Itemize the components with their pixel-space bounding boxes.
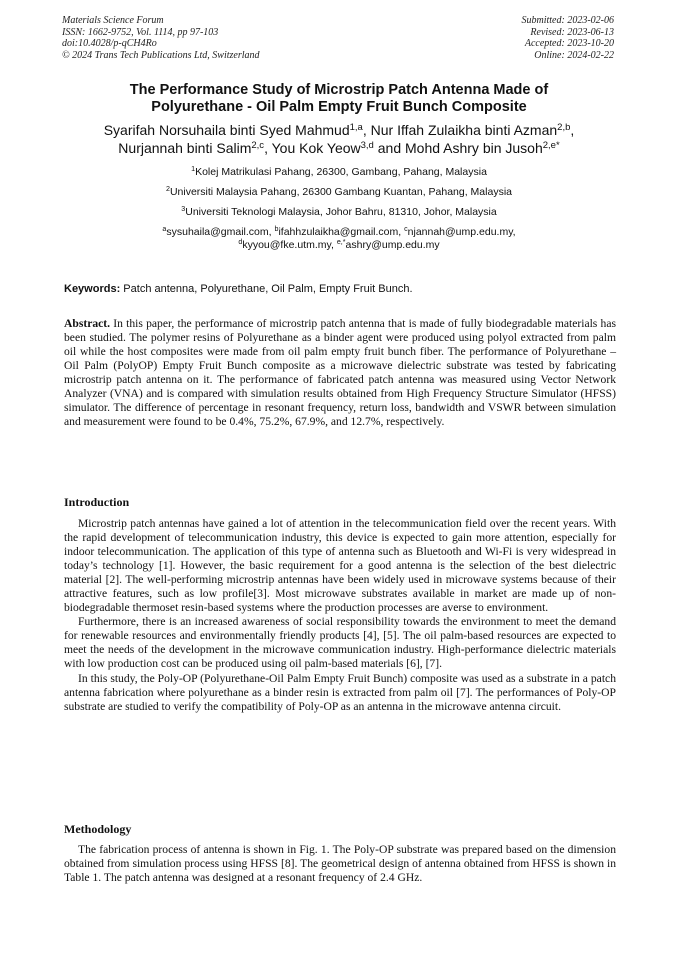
email-sup: b bbox=[274, 225, 279, 234]
submitted-date: Submitted: 2023-02-06 bbox=[521, 15, 614, 26]
keywords-label: Keywords: bbox=[64, 283, 121, 295]
affiliation-sup: 2 bbox=[165, 185, 170, 194]
author-list bbox=[40, 122, 638, 157]
author-name: Nurjannah binti Salim bbox=[118, 139, 252, 156]
author-sep: and bbox=[373, 139, 405, 156]
issn-line: ISSN: 1662-9752, Vol. 1114, pp 97-103 bbox=[62, 26, 219, 38]
abstract-text: In this paper, the performance of microstrip patch antenna that is made of fully biodegradable materials has been studied. The polymer resins of Polyurethane as a binder agent were produced using polyol extracted from palm oil while the host composites were made from oil palm empty fruit bunch fiber. The performance of Polyurethane – Oil Palm (PolyOP) Empty Fruit Bunch composite as a microwave dielectric substrate was tested by fabricating microstrip patch antenna on it. The performance of fabricated patch antenna was measured using Vector Network Analyzer (VNA) and is compared with simulation results obtained from High Frequency Structure Simulator (HFSS) simulator. The difference of percentage in resonant frequency, return loss, bandwidth and VSWR between simulation and measurement were found to be 0.4%, 75.2%, 67.9%, and 12.7%, respectively. bbox=[64, 317, 616, 429]
affiliation-2 bbox=[40, 186, 638, 199]
author-sep: , bbox=[362, 122, 371, 138]
abstract-label: Abstract. bbox=[64, 317, 111, 330]
email-b[interactable]: ifahhzulaikha@gmail.com, bbox=[278, 226, 405, 238]
title-line-2: Polyurethane - Oil Palm Empty Fruit Bunch Composite bbox=[151, 99, 527, 115]
authors-line-1 bbox=[40, 122, 638, 140]
abstract bbox=[64, 317, 616, 429]
authors-line-2 bbox=[40, 140, 638, 158]
email-sup: d bbox=[238, 238, 243, 247]
affiliation-1 bbox=[40, 166, 638, 179]
publication-dates bbox=[522, 15, 615, 61]
keywords bbox=[64, 282, 616, 296]
revised-date: Revised: 2023-06-13 bbox=[530, 26, 614, 38]
author-sep: , bbox=[570, 122, 575, 138]
email-line-1 bbox=[40, 226, 638, 239]
intro-paragraph: In this study, the Poly-OP (Polyurethane-Oil Palm Empty Fruit Bunch) composite was used as a substrate in a patch antenna fabrication where polyurethane as a binder resin is extracted from palm oil [7]. The performances of Poly-OP substrate are studied to verify the compatibility of Poly-OP as an antenna in the microwave antenna circuit. bbox=[64, 671, 616, 713]
author-sup: 2,b bbox=[557, 121, 571, 133]
email-a[interactable]: sysuhaila@gmail.com, bbox=[166, 226, 275, 238]
intro-paragraph: Microstrip patch antennas have gained a lot of attention in the telecommunication field over the recent years. With the rapid development of telecommunication industry, this device is expected to gain more attention, especially for indoor telecommunication. The application of this type of antenna such as Bluetooth and Wi-Fi is very widespread in today’s technology [1]. However, the basic requirement for a good antenna is the selection of the best dielectric material [2]. The well-performing microstrip antennas have been widely used in microwave systems because of their attractive features, such as low profile[3]. Most microwave substrates available in market are made up of non-biodegradable thermoset resin-based systems where the production processes are averse to environment. bbox=[64, 517, 616, 615]
email-list bbox=[40, 226, 638, 252]
email-sup: e,* bbox=[336, 238, 346, 247]
author-name: You Kok Yeow bbox=[271, 139, 361, 156]
email-sup: a bbox=[162, 225, 167, 234]
affiliation-3 bbox=[40, 206, 638, 219]
doi-line: doi:10.4028/p-qCH4Ro bbox=[62, 38, 157, 49]
methodology-body bbox=[64, 843, 616, 885]
author-sup: 2,e* bbox=[542, 139, 560, 151]
author-sup: 3,d bbox=[360, 139, 374, 151]
email-d[interactable]: kyyou@fke.utm.my, bbox=[242, 239, 337, 251]
methodology-heading: Methodology bbox=[64, 822, 132, 836]
affiliation-text: Universiti Teknologi Malaysia, Johor Bahru, 81310, Johor, Malaysia bbox=[185, 206, 497, 218]
author-name: Nur Iffah Zulaikha binti Azman bbox=[370, 122, 558, 138]
online-date: Online: 2024-02-22 bbox=[534, 49, 614, 61]
journal-info bbox=[62, 15, 260, 61]
email-c[interactable]: njannah@ump.edu.my, bbox=[407, 226, 516, 238]
copyright-line: © 2024 Trans Tech Publications Ltd, Switzerland bbox=[62, 49, 260, 61]
affiliation-list bbox=[40, 166, 638, 252]
intro-paragraph: Furthermore, there is an increased awareness of social responsibility towards the environment to meet the demand for renewable resources and environmentally friendly products [4], [5]. The oil palm-based resources are expected to meet the needs of the development in the microwave communication industry. High-performance dielectric materials with low production cost can be produced using oil palm-based materials [6], [7]. bbox=[64, 615, 616, 671]
affiliation-text: Universiti Malaysia Pahang, 26300 Gambang Kuantan, Pahang, Malaysia bbox=[169, 186, 512, 198]
title-line-1: The Performance Study of Microstrip Patch Antenna Made of bbox=[129, 82, 549, 98]
author-sep: , bbox=[264, 139, 272, 156]
email-sup: c bbox=[404, 225, 408, 234]
keywords-text: Patch antenna, Polyurethane, Oil Palm, Empty Fruit Bunch. bbox=[120, 283, 413, 295]
journal-name: Materials Science Forum bbox=[62, 15, 164, 26]
affiliation-sup: 1 bbox=[191, 165, 196, 174]
email-line-2 bbox=[40, 239, 638, 252]
author-name: Mohd Ashry bin Jusoh bbox=[405, 139, 543, 156]
method-paragraph: The fabrication process of antenna is shown in Fig. 1. The Poly-OP substrate was prepared based on the dimension obtained from simulation process using HFSS [8]. The geometrical design of antenna obtained from HFSS is shown in Table 1. The patch antenna was designed at a resonant frequency of 2.4 GHz. bbox=[64, 843, 616, 885]
accepted-date: Accepted: 2023-10-20 bbox=[524, 38, 614, 49]
author-name: Syarifah Norsuhaila binti Syed Mahmud bbox=[103, 122, 350, 138]
author-sup: 2,c bbox=[251, 139, 265, 151]
paper-title bbox=[40, 82, 638, 116]
introduction-heading: Introduction bbox=[64, 495, 130, 509]
author-sup: 1,a bbox=[349, 121, 363, 133]
affiliation-text: Kolej Matrikulasi Pahang, 26300, Gambang, Pahang, Malaysia bbox=[195, 166, 487, 178]
affiliation-sup: 3 bbox=[181, 205, 186, 214]
introduction-body bbox=[64, 517, 616, 714]
email-e[interactable]: ashry@ump.edu.my bbox=[345, 239, 440, 251]
